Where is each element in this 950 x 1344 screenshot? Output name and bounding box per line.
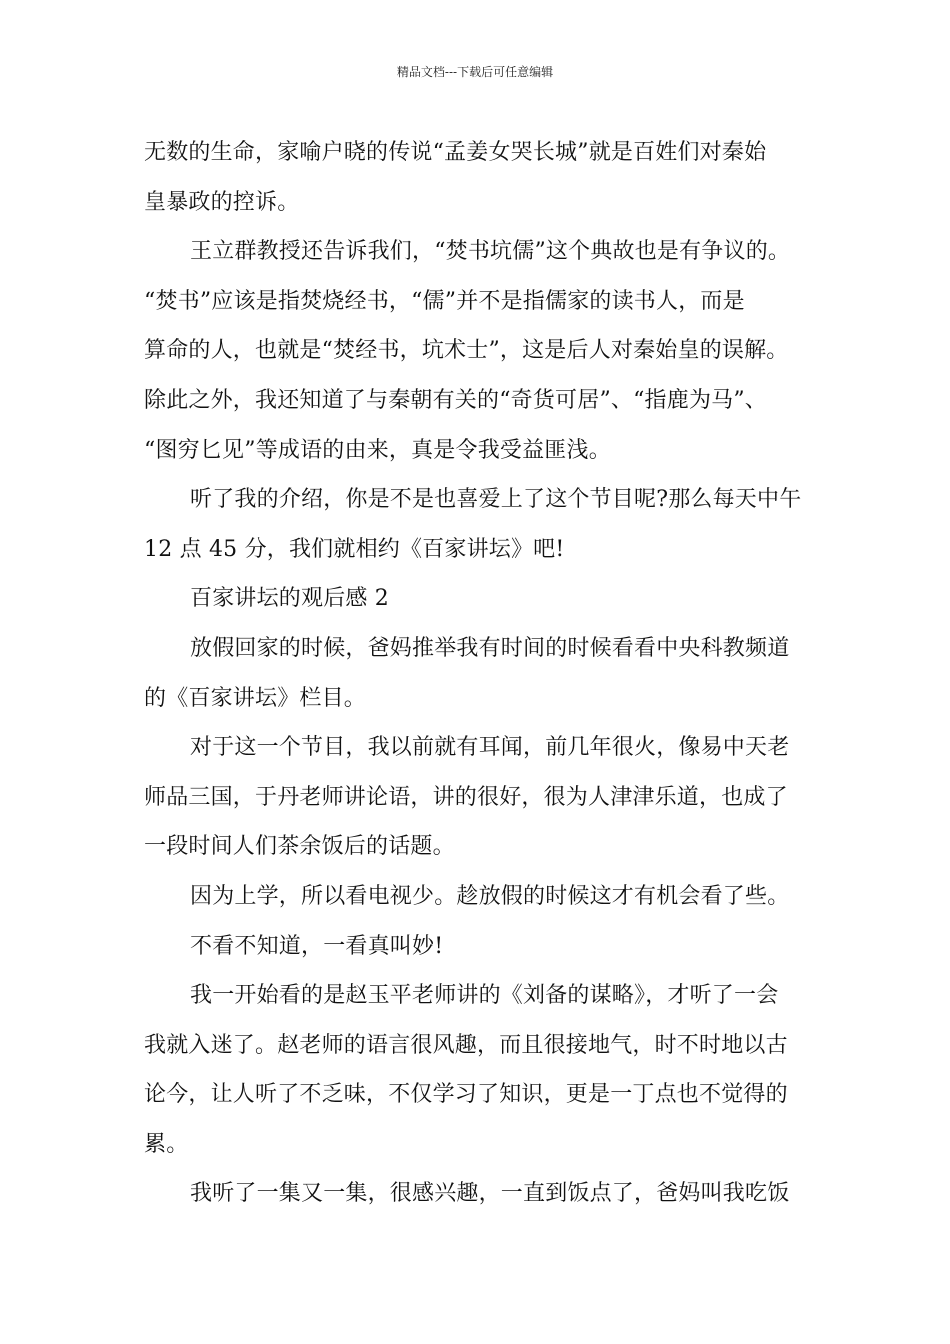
text-line: 师品三国，于丹老师讲论语，讲的很好，很为人津津乐道，也成了	[144, 784, 788, 810]
text-line: 算命的人，也就是“焚经书，坑术士”，这是后人对秦始皇的误解。	[144, 338, 789, 364]
text-line: 听了我的介绍，你是不是也喜爱上了这个节目呢?那么每天中午	[190, 487, 802, 513]
text-line: 皇暴政的控诉。	[144, 189, 300, 215]
page-header: 精品文档---下载后可任意编辑	[396, 65, 554, 79]
text-line: 百家讲坛的观后感 2	[190, 586, 389, 612]
text-line: 论今，让人听了不乏味，不仅学习了知识，更是一丁点也不觉得的	[144, 1082, 788, 1108]
text-line: 累。	[144, 1131, 189, 1157]
text-line: 我听了一集又一集，很感兴趣，一直到饭点了，爸妈叫我吃饭	[190, 1181, 790, 1207]
text-line: 对于这一个节目，我以前就有耳闻，前几年很火，像易中天老	[190, 735, 790, 761]
text-line: “图穷匕见”等成语的由来，真是令我受益匪浅。	[144, 437, 611, 463]
text-line: 不看不知道，一看真叫妙!	[190, 933, 444, 959]
document-body	[144, 128, 824, 1219]
text-line: 因为上学，所以看电视少。趁放假的时候这才有机会看了些。	[190, 883, 790, 909]
text-line: 的《百家讲坛》栏目。	[144, 685, 367, 711]
text-line: 我一开始看的是赵玉平老师讲的《刘备的谋略》，才听了一会	[190, 983, 779, 1009]
text-line: 无数的生命，家喻户晓的传说“孟姜女哭长城”就是百姓们对秦始	[144, 140, 767, 165]
text-line: 我就入迷了。赵老师的语言很风趣，而且很接地气，时不时地以古	[144, 1032, 788, 1058]
text-line: 一段时间人们茶余饭后的话题。	[144, 834, 455, 860]
text-line: 王立群教授还告诉我们，“焚书坑儒”这个典故也是有争议的。	[190, 239, 791, 265]
text-line: 放假回家的时候，爸妈推举我有时间的时候看看中央科教频道	[190, 635, 790, 661]
text-line: “焚书”应该是指焚烧经书，“儒”并不是指儒家的读书人，而是	[144, 288, 745, 314]
text-line: 12 点 45 分，我们就相约《百家讲坛》吧!	[144, 536, 565, 562]
text-line: 除此之外，我还知道了与秦朝有关的“奇货可居”、“指鹿为马”、	[144, 387, 767, 413]
